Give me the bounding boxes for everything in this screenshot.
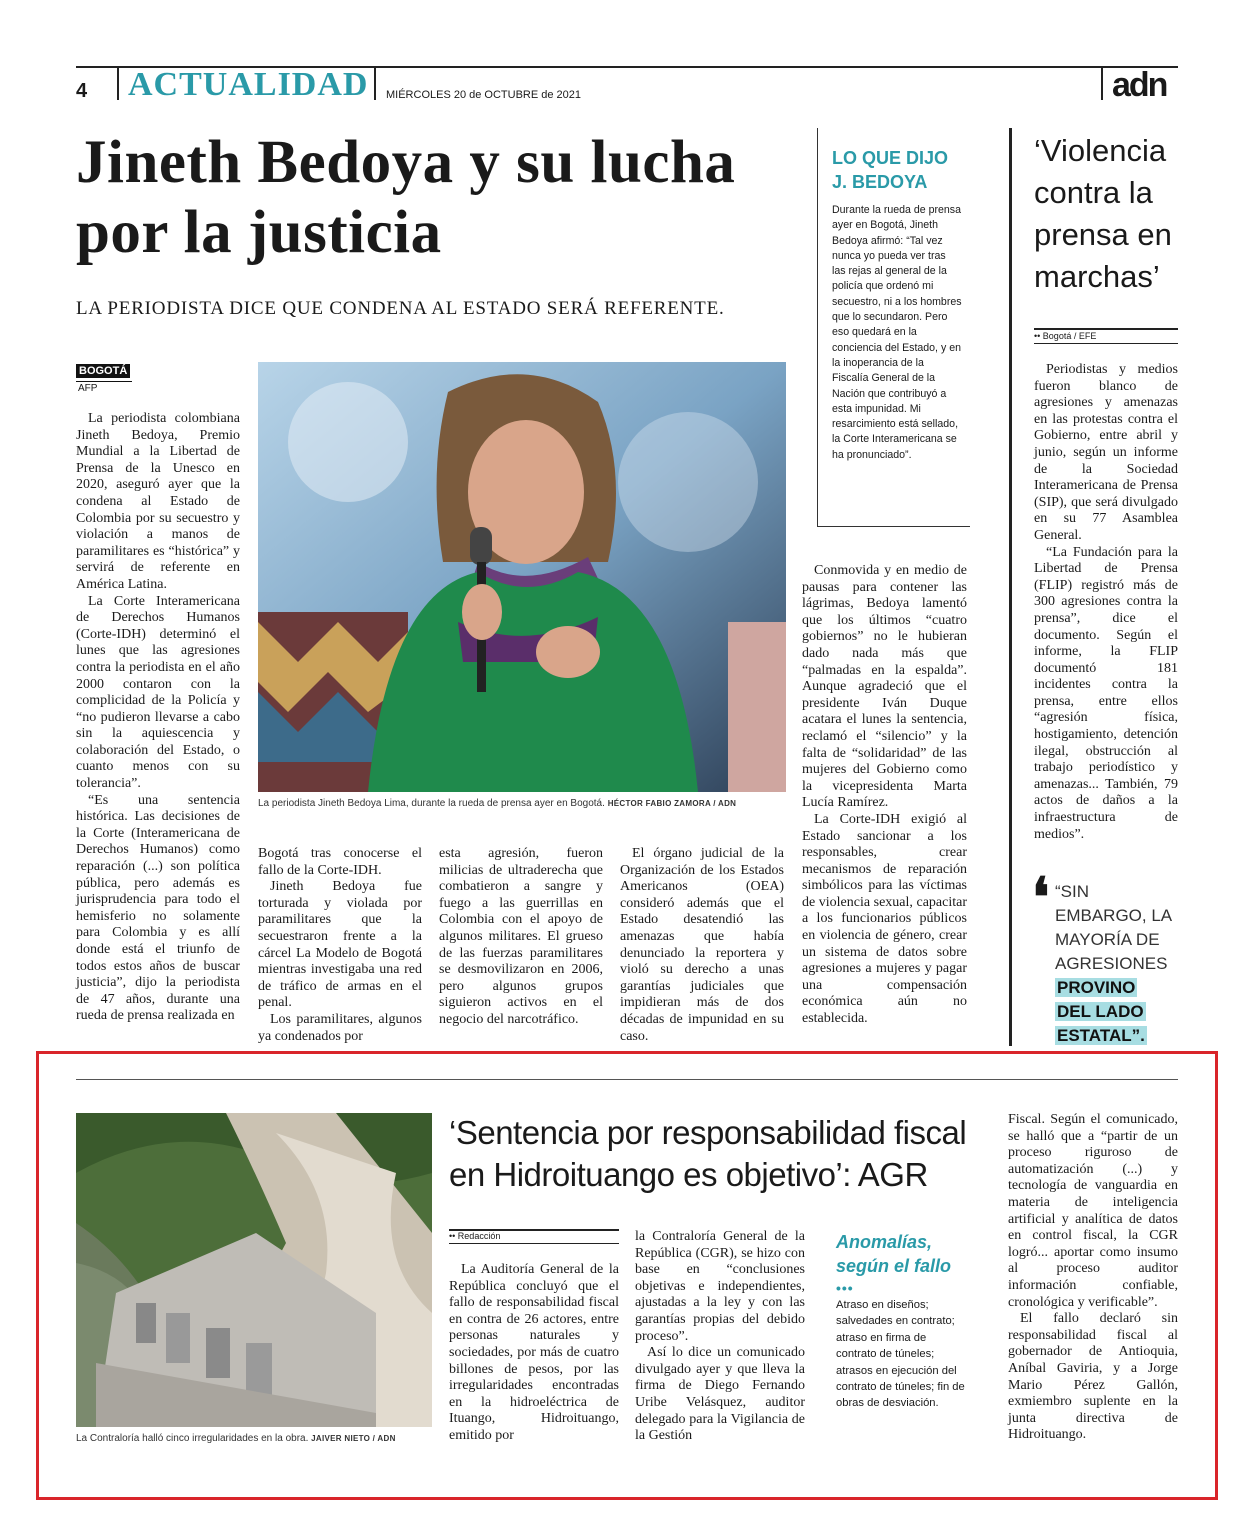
adn-logo: adn	[1112, 66, 1167, 104]
main-col-4	[620, 846, 784, 1045]
header-divider	[117, 66, 119, 100]
headline-line: contra la	[1034, 175, 1153, 210]
sidebox-text: Durante la rueda de prensa ayer en Bogotá, Jineth Bedoya afirmó: “Tal vez nunca yo pueda ver tras las rejas al general de la policía que ordenó mi secuestro, ni a los hombres que lo secundaron. Pero eso quedará en la conciencia del Estado, y en la inoperancia de la Fiscalía General de la Nación que contribuyó a esta impunidad. Mi resarcimiento está sellado, la Corte Interamericana se ha pronunciado”.	[832, 204, 962, 461]
anomalies-list: Atraso en diseños; salvedades en contrato; atraso en firma de contrato de túneles; atrasos en ejecución del contrato de túneles; fin de obras de desviación.	[836, 1299, 965, 1410]
sidebox-title	[832, 146, 948, 194]
location-tag: BOGOTÁ	[76, 364, 130, 378]
photo-credit: JAIVER NIETO / ADN	[311, 1434, 396, 1443]
headline-line: ‘Violencia	[1034, 133, 1167, 168]
paragraph: “Es una sentencia histórica. Las decisiones de la Corte (Interamericana de Derechos Humanos) como reparación (...) son política pública, pero además es jurisprudencia para todo el hemisferio no solamente para Colombia y es allí donde está el triunfo de todos estos años de buscar justicia”, dijo la periodista de 47 años, durante una rueda de prensa realizada en	[76, 792, 240, 1024]
bedoya-photo	[258, 362, 786, 792]
caption-text: La periodista Jineth Bedoya Lima, durante la rueda de prensa ayer en Bogotá.	[258, 798, 605, 809]
bottom-col-1	[449, 1262, 619, 1445]
main-col-2	[258, 846, 422, 1045]
photo-caption	[258, 798, 736, 809]
headline-line: ‘Sentencia por responsabilidad fiscal	[449, 1114, 967, 1151]
paragraph: Conmovida y en medio de pausas para contener las lágrimas, Bedoya lamentó que los últimos “cuatro gobiernos” no le hubieran dado nada más que “palmadas en la espalda”. Aunque agradeció que el presidente Iván Duque acatara el lunes la sentencia, reclamó el “silencio” y la falta de “solidaridad” de las mujeres del Gobierno como la vicepresidenta Marta Lucía Ramírez.	[802, 563, 967, 811]
headline-line: marchas’	[1034, 259, 1160, 294]
byline-rule	[1034, 328, 1178, 330]
paragraph: Así lo dice un comunicado divulgado ayer y que lleva la firma de Diego Fernando Uribe Velásquez, auditor delegado para la Vigilancia de la Gestión	[635, 1345, 805, 1444]
dots-icon: •••	[836, 1280, 854, 1296]
header-divider	[1101, 66, 1103, 100]
quote-line: EMBARGO, LA	[1055, 906, 1173, 925]
sidebox-title-line: LO QUE DIJO	[832, 148, 949, 168]
byline-rule	[449, 1243, 619, 1244]
quote-line: “SIN	[1055, 882, 1089, 901]
side-byline: •• Bogotá / EFE	[1034, 331, 1097, 341]
paragraph: Bogotá tras conocerse el fallo de la Corte-IDH.	[258, 846, 422, 878]
tag-rule	[76, 381, 132, 382]
caption-text: La Contraloría halló cinco irregularidades en la obra.	[76, 1433, 309, 1444]
paragraph: Jineth Bedoya fue torturada y violada por paramilitares que la secuestraron frente a la cárcel La Modelo de Bogotá mientras investigaba una red de tráfico de armas en el penal.	[258, 879, 422, 1011]
quote-highlight: PROVINO	[1057, 978, 1136, 997]
anomalies-title-line: según el fallo	[836, 1256, 952, 1276]
bottom-byline: •• Redacción	[449, 1231, 501, 1241]
headline-line: en Hidroituango es objetivo’: AGR	[449, 1156, 928, 1193]
quote-line: MAYORÍA DE	[1055, 930, 1160, 949]
paragraph: El órgano judicial de la Organización de los Estados Americanos (OEA) consideró además que el Estado desatendió las amenazas que había denunciado la reportera y violó su derecho a unas garantías judiciales que impidieran más de dos décadas de impunidad en su caso.	[620, 846, 784, 1044]
paragraph: “La Fundación para la Libertad de Prensa (FLIP) registró más de 300 agresiones contra la prensa”, dice el documento. Según el informe, la FLIP documentó 181 incidentes contra la prensa, entre ellos “agresión física, hostigamiento, detención ilegal, obstrucción al trabajo periodístico y amenazas... También, 79 actos de daños a la infraestructura de medios”.	[1034, 544, 1178, 842]
paragraph: Fiscal. Según el comunicado, se halló que a “partir de un proceso riguroso de automatización (...) y tecnología de vanguardia en materia de inteligencia artificial y analítica de datos en control fiscal, la CGR logró... aportar como insumo al proceso auditor información confiable, cronológica y verificable”.	[1008, 1112, 1178, 1310]
main-col-3	[439, 846, 603, 1029]
quote-line: AGRESIONES	[1055, 954, 1168, 973]
byline-rule	[1034, 343, 1178, 344]
paragraph: La Corte-IDH exigió al Estado sancionar a los responsables, crear mecanismos de reparación simbólicos para las víctimas de violencia sexual, capacitar a los funcionarios públicos en violencia de género, crear un sistema de datos sobre agresiones a mujeres y pagar una compensación económica aún no establecida.	[802, 811, 967, 1027]
column-divider	[1009, 128, 1012, 1046]
pull-quote	[1055, 880, 1172, 1048]
quote-highlight: DEL LADO	[1057, 1002, 1144, 1021]
sidebox-title-line: J. BEDOYA	[832, 172, 928, 192]
header-divider	[374, 66, 376, 100]
bottom-col-2	[635, 1229, 805, 1445]
main-col-1	[76, 411, 240, 1025]
bottom-headline	[449, 1112, 989, 1196]
paragraph: La periodista colombiana Jineth Bedoya, Premio Mundial a la Libertad de Prensa de la Unesco en 2020, aseguró ayer que la condena al Estado de Colombia por su secuestro y violación a manos de paramilitares es “histórica” y servirá de referente en América Latina.	[76, 411, 240, 592]
agency-credit: AFP	[78, 383, 98, 394]
paragraph: la Contraloría General de la República (CGR), se hizo con base en “conclusiones objetivas e independientes, ajustadas a la ley y con las garantías propias del debido proceso”.	[635, 1229, 805, 1344]
anomalies-title-line: Anomalías,	[836, 1232, 933, 1252]
paragraph: esta agresión, fueron milicias de ultraderecha que combatieron a sangre y fuego a las guerrillas en Colombia con el apoyo de algunos militares. El grueso de las fuerzas paramilitares se desmovilizaron en 2006, pero algunos grupos siguieron activos en el negocio del narcotráfico.	[439, 846, 603, 1027]
photo-caption	[76, 1433, 396, 1444]
quote-highlight: ESTATAL”.	[1057, 1026, 1145, 1045]
side-headline	[1034, 130, 1172, 298]
anomalies-title	[836, 1230, 951, 1278]
page-number: 4	[76, 80, 88, 102]
section-rule	[76, 1079, 1178, 1080]
headline-line: prensa en	[1034, 217, 1172, 252]
bottom-col-4	[1008, 1112, 1178, 1444]
section-title: ACTUALIDAD	[128, 66, 369, 103]
paragraph: La Auditoría General de la República concluyó que el fallo de responsabilidad fiscal en contra de 26 actores, entre personas naturales y sociedades, por más de cuatro billones de pesos, por las irregularidades encontradas en la hidroeléctrica de Ituango, Hidroituango, emitido por	[449, 1262, 619, 1443]
issue-date: MIÉRCOLES 20 de OCTUBRE de 2021	[386, 89, 582, 101]
main-col-5	[802, 563, 967, 1028]
main-subhead: LA PERIODISTA DICE QUE CONDENA AL ESTADO SERÁ REFERENTE.	[76, 298, 725, 319]
paragraph: Los paramilitares, algunos ya condenados por	[258, 1011, 422, 1044]
paragraph: La Corte Interamericana de Derechos Humanos (Corte-IDH) determinó el lunes que las agresiones contra la periodista en el año 2000 contaron con la complicidad de la Policía y “no pudieron llevarse a cabo sin la aquiescencia y colaboración del Estado, o cuanto menos con su tolerancia”.	[76, 593, 240, 792]
main-headline: Jineth Bedoya y su lucha por la justicia	[76, 129, 736, 266]
side-body	[1034, 362, 1178, 843]
quote-mark-icon: ❛	[1032, 868, 1050, 928]
photo-credit: HÉCTOR FABIO ZAMORA / ADN	[607, 799, 737, 808]
paragraph: El fallo declaró sin responsabilidad fiscal al gobernador de Antioquia, Aníbal Gaviria, y a Jorge Mario Pérez Gallón, exmiembro suplente en la junta directiva de Hidroituango.	[1008, 1311, 1178, 1443]
paragraph: Periodistas y medios fueron blanco de agresiones y amenazas en las protestas contra el Gobierno, entre abril y junio, según un informe de la Sociedad Interamericana de Prensa (SIP), que será divulgado en su 77 Asamblea General.	[1034, 362, 1178, 543]
hidroituango-photo	[76, 1113, 432, 1427]
